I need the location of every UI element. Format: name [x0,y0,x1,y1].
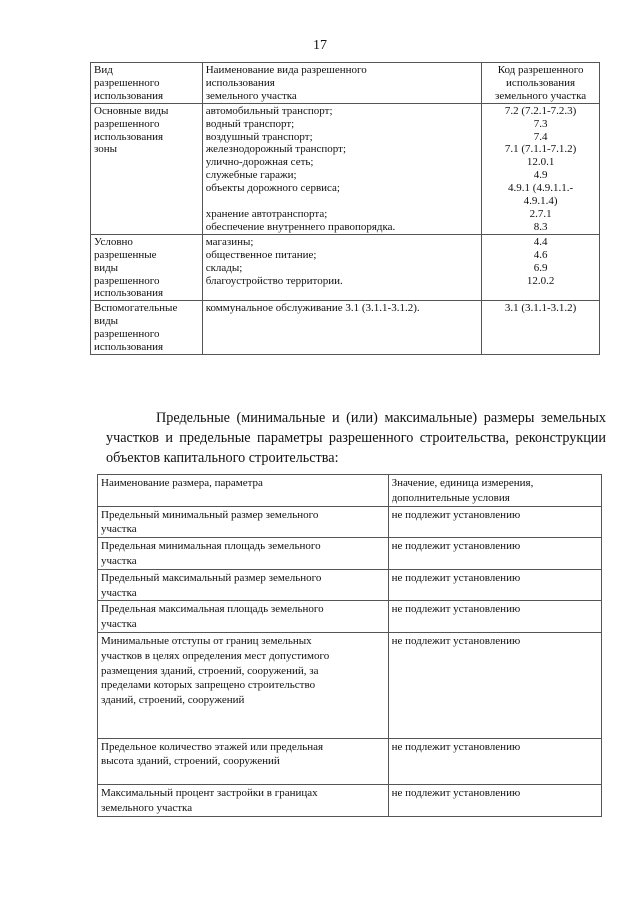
param-name-cell-line: Минимальные отступы от границ земельных [101,634,312,647]
use-code-cell-line: 4.9.1 (4.9.1.1.- [508,182,574,195]
param-value-cell-line [392,664,598,679]
param-value-cell-line [392,678,598,693]
param-value-cell [388,632,601,738]
use-name-cell-line: общественное питание; [205,248,317,261]
use-name-cell [202,234,481,301]
param-value-cell-line [392,708,598,723]
param-value-cell-line [392,586,598,601]
param-value-cell-line: не подлежит установлению [391,508,521,521]
use-name-cell-line: магазины; [205,235,254,248]
use-kind-cell-line: разрешенного [94,117,160,130]
use-name-cell-line [206,287,478,300]
limits-paragraph [106,408,606,468]
header-cell-line: дополнительные условия [391,491,510,504]
param-value-cell [388,538,601,570]
header-cell-line: разрешенного [94,76,160,89]
param-name-cell [98,601,389,633]
use-code-cell [482,103,600,234]
use-kind-cell-line: разрешенные [94,248,157,261]
param-value-cell-line [392,617,598,632]
table-row [98,738,602,784]
param-name-cell-line [101,708,385,723]
param-value-cell-line [392,522,598,537]
header-cell-line: использования [205,76,275,89]
table-header-row [98,475,602,507]
use-kind-cell-line [94,182,199,195]
header-cell-line: использования [94,89,164,102]
use-name-cell-line [206,195,478,208]
param-name-cell-line [101,769,385,784]
use-kind-cell-line: зоны [94,143,118,156]
use-code-cell-line [485,287,596,300]
use-kind-cell-line [94,221,199,234]
use-code-cell-line: 4.6 [533,248,548,261]
param-name-cell-line: Предельная минимальная площадь земельного [101,540,321,553]
table-row [91,103,600,234]
param-name-cell-line: размещения зданий, строений, сооружений, за [101,664,319,677]
param-value-cell [388,569,601,601]
table-row [98,784,602,816]
use-name-cell-line: обеспечение внутреннего правопорядка. [205,220,396,233]
param-value-cell [388,738,601,784]
use-name-cell-line: автомобильный транспорт; [205,104,333,117]
param-name-cell [98,784,389,816]
header-cell-line: земельного участка [205,89,297,102]
use-kind-cell-line: использования [94,341,164,354]
param-name-cell-line: земельного участка [101,801,193,814]
use-name-cell [202,301,481,355]
param-name-cell [98,632,389,738]
param-value-cell-line: не подлежит установлению [391,740,521,753]
use-kind-cell-line: разрешенного [94,274,160,287]
param-value-cell-line [392,801,598,816]
table-row [98,601,602,633]
use-code-cell-line: 12.0.1 [526,156,555,169]
table-row [91,301,600,355]
header-cell-line: Код разрешенного [497,64,584,76]
param-name-cell-line: участка [101,586,137,599]
param-value-cell-line: не подлежит установлению [391,603,521,616]
header-cell [91,63,203,104]
use-name-cell-line [206,341,478,354]
param-name-cell-line: зданий, строений, сооружений [101,694,245,707]
use-name-cell-line: водный транспорт; [205,117,295,130]
use-code-cell-line: 12.0.2 [526,274,555,287]
use-code-cell-line: 7.4 [533,130,548,143]
use-name-cell [202,103,481,234]
param-name-cell [98,738,389,784]
table-header-row [91,63,600,104]
header-cell-line: Наименование вида разрешенного [205,64,367,76]
param-name-cell [98,569,389,601]
table-row [98,632,602,738]
param-value-cell-line [392,769,598,784]
param-name-cell-line: Максимальный процент застройки в границах [101,786,318,799]
use-kind-cell-line [94,156,199,169]
use-code-cell-line: 7.2 (7.2.1-7.2.3) [504,104,577,117]
param-value-cell [388,506,601,538]
use-code-cell-line: 4.4 [533,235,548,248]
use-code-cell [482,234,600,301]
use-kind-cell [91,301,203,355]
param-name-cell-line: участка [101,523,137,536]
param-name-cell-line: участка [101,554,137,567]
use-code-cell-line: 7.3 [533,117,548,130]
param-value-cell-line: не подлежит установлению [391,571,521,584]
use-code-cell-line: 7.1 (7.1.1-7.1.2) [504,143,577,156]
param-value-cell-line [392,723,598,738]
header-cell-line [101,491,385,506]
param-value-cell [388,601,601,633]
use-name-cell-line [206,328,478,341]
param-name-cell-line: Предельная максимальная площадь земельного [101,603,324,616]
table-row [98,506,602,538]
param-value-cell-line [392,649,598,664]
param-value-cell-line: не подлежит установлению [391,786,521,799]
page-number: 17 [313,38,327,53]
use-code-cell [482,301,600,355]
table-row [91,234,600,301]
header-cell [98,475,389,507]
use-code-cell-line [485,341,596,354]
parameters-table [97,474,602,817]
use-name-cell-line: воздушный транспорт; [205,130,313,143]
use-name-cell-line: объекты дорожного сервиса; [205,182,340,195]
use-name-cell-line: благоустройство территории. [205,274,343,287]
use-code-cell-line: 6.9 [533,261,548,274]
use-code-cell-line: 4.9.1.4) [523,195,558,208]
param-name-cell-line: участков в целях определения мест допустимого [101,649,330,662]
param-name-cell-line: Предельный максимальный размер земельного [101,571,322,584]
use-code-cell-line: 2.7.1 [529,207,552,220]
param-name-cell [98,538,389,570]
use-code-cell-line [485,315,596,328]
header-cell-line: Вид [94,64,113,76]
use-name-cell-line: хранение автотранспорта; [205,207,328,220]
use-code-cell-line: 8.3 [533,220,548,233]
param-value-cell-line [392,554,598,569]
use-kind-cell-line: Основные виды [94,104,169,117]
use-kind-cell-line: использования [94,287,164,300]
param-value-cell-line: не подлежит установлению [391,540,521,553]
permitted-use-table [90,62,600,355]
table-row [98,569,602,601]
param-value-cell [388,784,601,816]
use-kind-cell-line [94,169,199,182]
use-code-cell-line [485,328,596,341]
use-name-cell-line: железнодорожный транспорт; [205,143,346,156]
header-cell-line: Значение, единица измерения, [391,477,534,489]
header-cell [482,63,600,104]
table-row [98,538,602,570]
use-kind-cell [91,234,203,301]
param-name-cell [98,506,389,538]
use-name-cell-line [206,315,478,328]
paragraph-text: Предельные (минимальные и (или) максимальные) размеры земельных участков и предельные параметры разрешенного строительства, реконструкции объектов капитального строительства: [106,410,606,466]
header-cell-line: земельного участка [495,89,587,102]
param-value-cell-line: не подлежит установлению [391,634,521,647]
param-name-cell-line: участка [101,618,137,631]
use-kind-cell-line [94,208,199,221]
use-kind-cell-line: виды [94,315,119,328]
header-cell-line: использования [506,76,576,89]
use-kind-cell-line: Вспомогательные [94,302,178,315]
use-kind-cell-line: разрешенного [94,328,160,341]
param-name-cell-line [101,723,385,738]
use-name-cell-line: коммунальное обслуживание 3.1 (3.1.1-3.1.2). [205,302,420,315]
use-kind-cell-line: Условно [94,235,133,248]
param-name-cell-line: Предельное количество этажей или предельная [101,740,324,753]
use-kind-cell-line: виды [94,261,119,274]
param-name-cell-line: высота зданий, строений, сооружений [101,755,280,768]
use-code-cell-line: 4.9 [533,169,548,182]
param-value-cell-line [392,693,598,708]
header-cell [388,475,601,507]
param-value-cell-line [392,754,598,769]
use-kind-cell-line: использования [94,130,164,143]
header-cell [202,63,481,104]
param-name-cell-line: пределами которых запрещено строительство [101,679,316,692]
use-name-cell-line: склады; [205,261,243,274]
header-cell-line: Наименование размера, параметра [101,477,263,489]
use-kind-cell [91,103,203,234]
use-code-cell-line: 3.1 (3.1.1-3.1.2) [504,302,577,315]
use-name-cell-line: улично-дорожная сеть; [205,156,314,169]
use-kind-cell-line [94,195,199,208]
use-name-cell-line: служебные гаражи; [205,169,297,182]
param-name-cell-line: Предельный минимальный размер земельного [101,508,319,521]
